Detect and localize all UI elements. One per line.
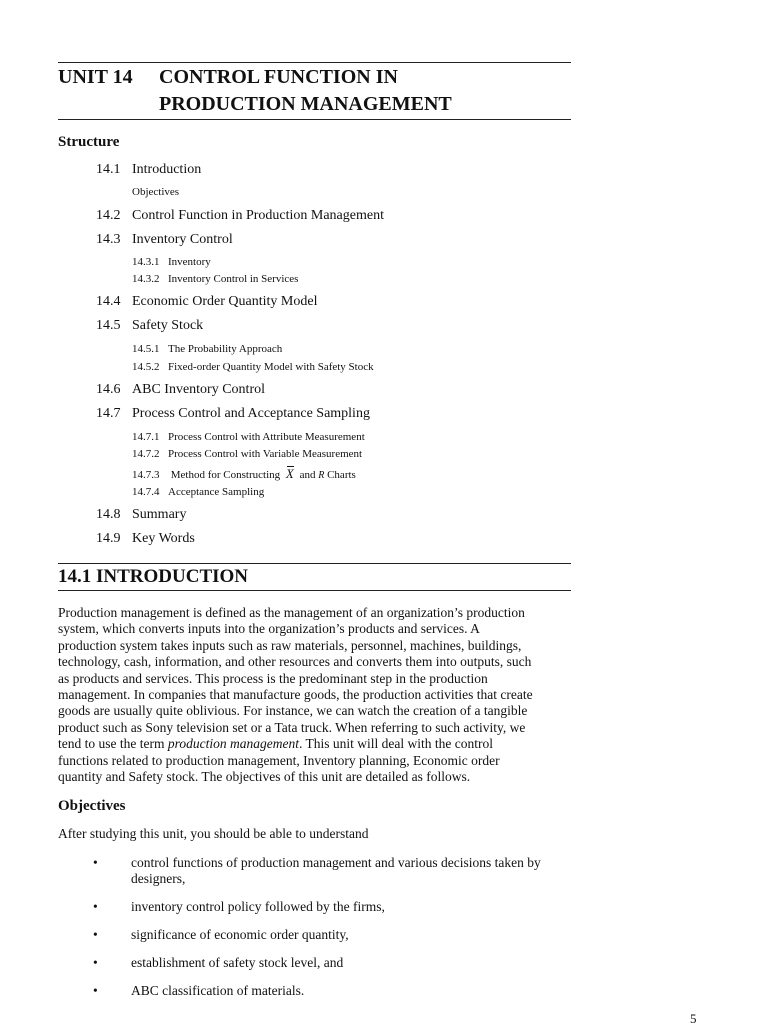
objectives-intro: After studying this unit, you should be able to understand — [58, 826, 369, 841]
bullet-icon: • — [93, 955, 98, 970]
r-symbol: R — [318, 470, 325, 481]
toc-subitem[interactable]: Objectives — [132, 186, 180, 198]
toc-item[interactable]: 14.6 ABC Inventory Control — [96, 382, 265, 397]
unit-title-line-2: PRODUCTION MANAGEMENT — [159, 93, 452, 115]
structure-heading: Structure — [58, 134, 120, 150]
list-item: inventory control policy followed by the firms, — [131, 899, 385, 914]
toc-subitem[interactable]: 14.3.2 Inventory Control in Services — [132, 273, 299, 285]
section-bottom-rule — [58, 590, 571, 591]
list-item: ABC classification of materials. — [131, 983, 305, 998]
bullet-icon: • — [93, 983, 98, 998]
toc-item[interactable]: 14.8 Summary — [96, 507, 187, 522]
page-number: 5 — [690, 1011, 697, 1026]
toc-item[interactable]: 14.2 Control Function in Production Management — [96, 208, 384, 223]
toc-subitem[interactable]: 14.3.1 Inventory — [132, 256, 211, 268]
list-item: establishment of safety stock level, and — [131, 955, 344, 970]
toc-item[interactable]: 14.3 Inventory Control — [96, 232, 233, 247]
unit-bottom-rule — [58, 119, 571, 120]
list-item: control functions of production management and various decisions taken by designers, — [131, 855, 541, 887]
bullet-icon: • — [93, 855, 98, 870]
unit-number: UNIT 14 — [58, 66, 133, 88]
bullet-icon: • — [93, 927, 98, 942]
objectives-heading: Objectives — [58, 798, 126, 814]
emphasis-term: production management — [167, 736, 299, 752]
toc-subitem[interactable]: 14.5.1 The Probability Approach — [132, 343, 283, 355]
list-item: significance of economic order quantity, — [131, 927, 349, 942]
section-top-rule — [58, 563, 571, 564]
toc-item[interactable]: 14.1 Introduction — [96, 162, 202, 177]
section-heading: 14.1 INTRODUCTION — [58, 566, 249, 587]
toc-subitem[interactable]: 14.7.3 Method for Constructing X and R Charts — [132, 466, 356, 481]
introduction-paragraph: Production management is defined as the management of an organization’s production system, which converts inputs into the organization’s products and services. A production system takes inputs such as raw materials, personnel, machines, buildings, technology, cash, information, and other resources and converts them into outputs, such as products and services. This process is the predominant step in the production management. In companies that manufacture goods, the production activities that create goods are usually quite oblivious. For instance, we can watch the creation of a tangible product such as Sony television set or a Tata truck. When referring to such activity, we tend to use the term production management. This unit will deal with the control functions related to production management, Inventory planning, Economic order quantity and Safety stock. The objectives of this unit are detailed as follows. — [58, 605, 533, 785]
bullet-icon: • — [93, 899, 98, 914]
toc-subitem[interactable]: 14.5.2 Fixed-order Quantity Model with Safety Stock — [132, 361, 374, 373]
toc-item[interactable]: 14.4 Economic Order Quantity Model — [96, 294, 318, 309]
toc-subitem[interactable]: 14.7.1 Process Control with Attribute Measurement — [132, 431, 365, 443]
unit-title-line-1: CONTROL FUNCTION IN — [159, 66, 398, 88]
toc-subitem[interactable]: 14.7.2 Process Control with Variable Measurement — [132, 448, 363, 460]
toc-subitem[interactable]: 14.7.4 Acceptance Sampling — [132, 486, 265, 498]
toc-item[interactable]: 14.5 Safety Stock — [96, 318, 204, 333]
toc-item[interactable]: 14.9 Key Words — [96, 531, 195, 546]
unit-top-rule — [58, 62, 571, 63]
toc-item[interactable]: 14.7 Process Control and Acceptance Sampling — [96, 406, 370, 421]
x-bar-symbol: X — [285, 466, 294, 481]
